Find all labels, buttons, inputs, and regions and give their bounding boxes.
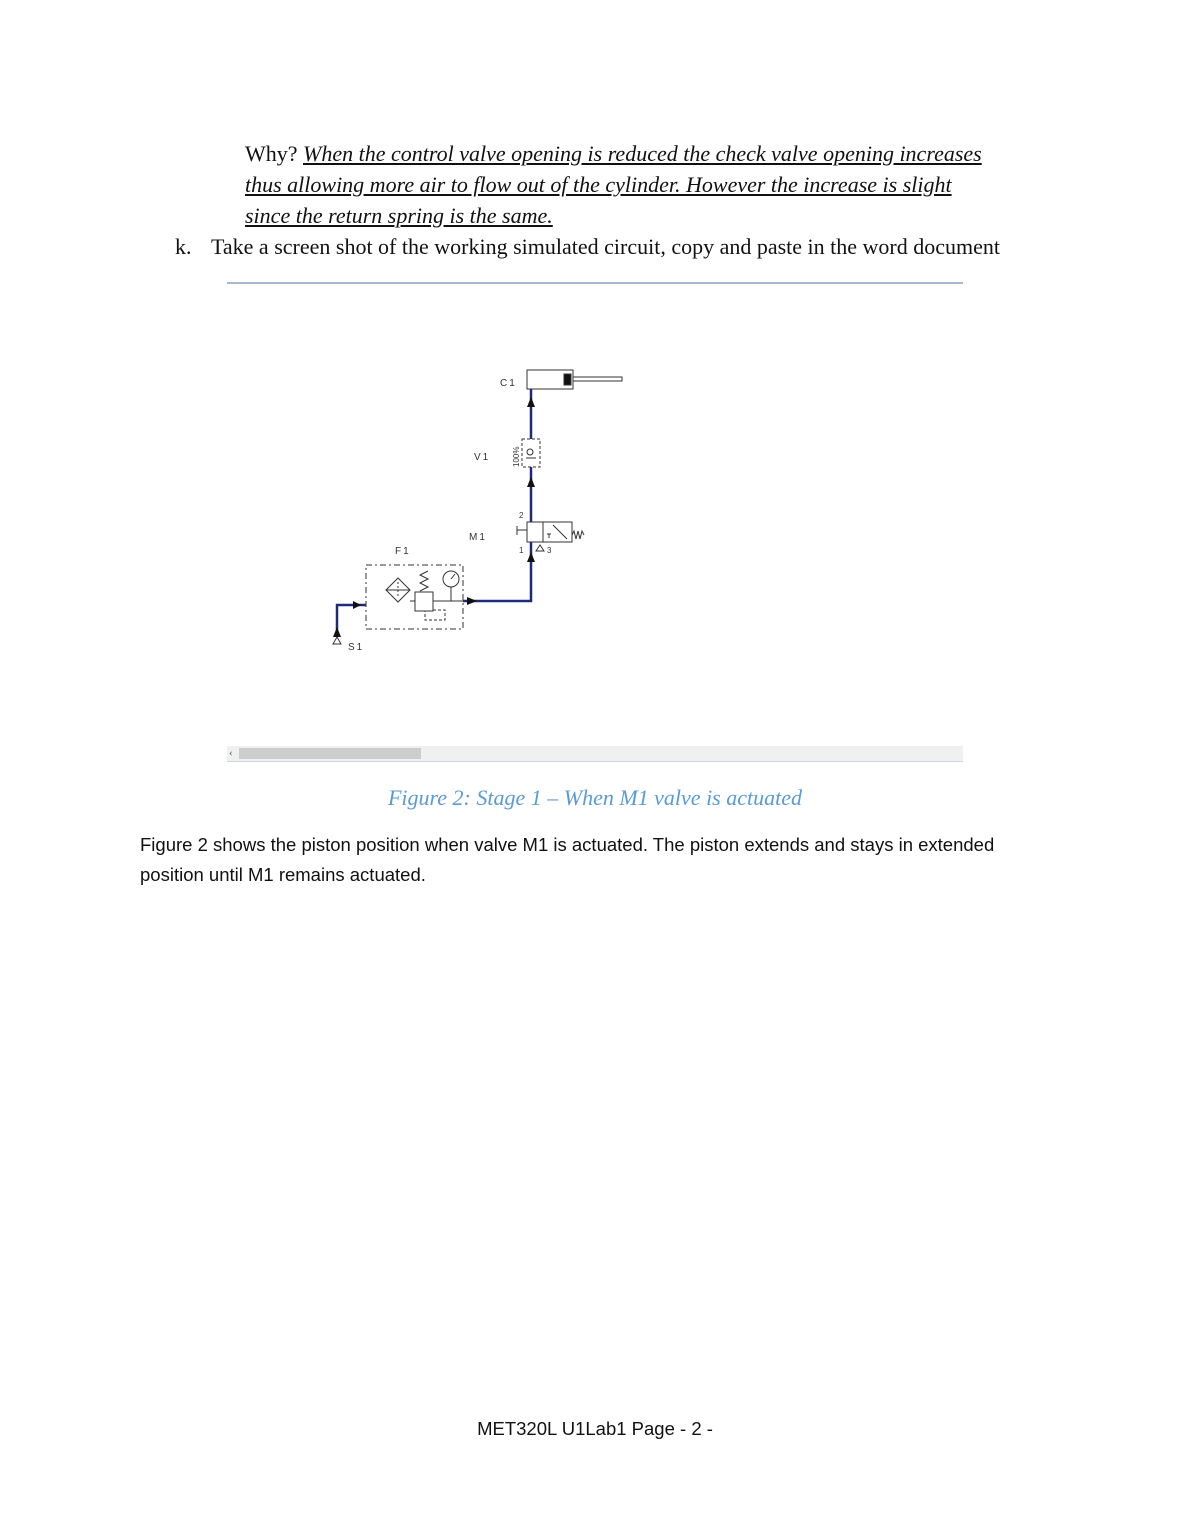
cylinder-piston	[564, 374, 571, 385]
flow-arrow	[527, 397, 535, 407]
regulator-body	[415, 592, 433, 611]
circuit-screenshot	[227, 282, 963, 763]
valve-right-envelope	[543, 522, 572, 542]
flow-arrow	[527, 477, 535, 487]
pressure-source-triangle	[333, 637, 341, 644]
list-item-text: Take a screen shot of the working simulated circuit, copy and paste in the word document	[211, 234, 1001, 259]
check-valve-ball	[527, 449, 533, 455]
label-f1: F1	[395, 546, 411, 557]
why-answer-block	[245, 138, 1045, 231]
port-label-2: 2	[519, 511, 524, 520]
label-s1: S1	[348, 642, 365, 653]
flow-arrow	[353, 601, 361, 609]
scrollbar-thumb[interactable]	[239, 748, 421, 759]
pneumatic-circuit-diagram	[227, 282, 963, 746]
screenshot-bottom-border	[227, 761, 963, 762]
air-line-source-to-frl	[337, 605, 366, 637]
cylinder-rod	[573, 377, 622, 381]
why-answer-line-3: since the return spring is the same.	[245, 203, 553, 228]
port-label-3: 3	[547, 546, 552, 555]
flow-arrow	[527, 552, 535, 562]
list-item-k	[175, 231, 1000, 262]
port-label-1: 1	[519, 546, 524, 555]
label-v1: V1	[474, 452, 491, 463]
figure-caption: Figure 2: Stage 1 – When M1 valve is actuated	[387, 785, 802, 810]
why-answer-line-2: thus allowing more air to flow out of the cylinder. However the increase is slight	[245, 172, 952, 197]
label-m1: M1	[469, 532, 487, 543]
valve-flow-path	[553, 525, 567, 539]
regulator-spring	[420, 571, 428, 591]
exhaust-triangle	[536, 545, 544, 551]
list-marker: k.	[175, 234, 192, 259]
valve-left-envelope	[527, 522, 543, 542]
label-flow-percent: 100%	[512, 446, 521, 467]
horizontal-scrollbar[interactable]	[227, 746, 963, 761]
flow-arrow	[333, 627, 341, 637]
flow-control-valve-body	[522, 439, 540, 467]
return-spring	[572, 531, 584, 539]
body-paragraph: Figure 2 shows the piston position when valve M1 is actuated. The piston extends and stays in extended position until M1 remains actuated.	[140, 834, 995, 885]
page-footer: MET320L U1Lab1 Page - 2 -	[477, 1418, 713, 1439]
why-prefix: Why?	[245, 141, 298, 166]
scroll-left-icon[interactable]: ‹	[229, 747, 233, 759]
flow-arrow	[467, 597, 477, 605]
why-answer-line-1: When the control valve opening is reduced the check valve opening increases	[303, 141, 982, 166]
label-c1: C1	[500, 378, 517, 389]
